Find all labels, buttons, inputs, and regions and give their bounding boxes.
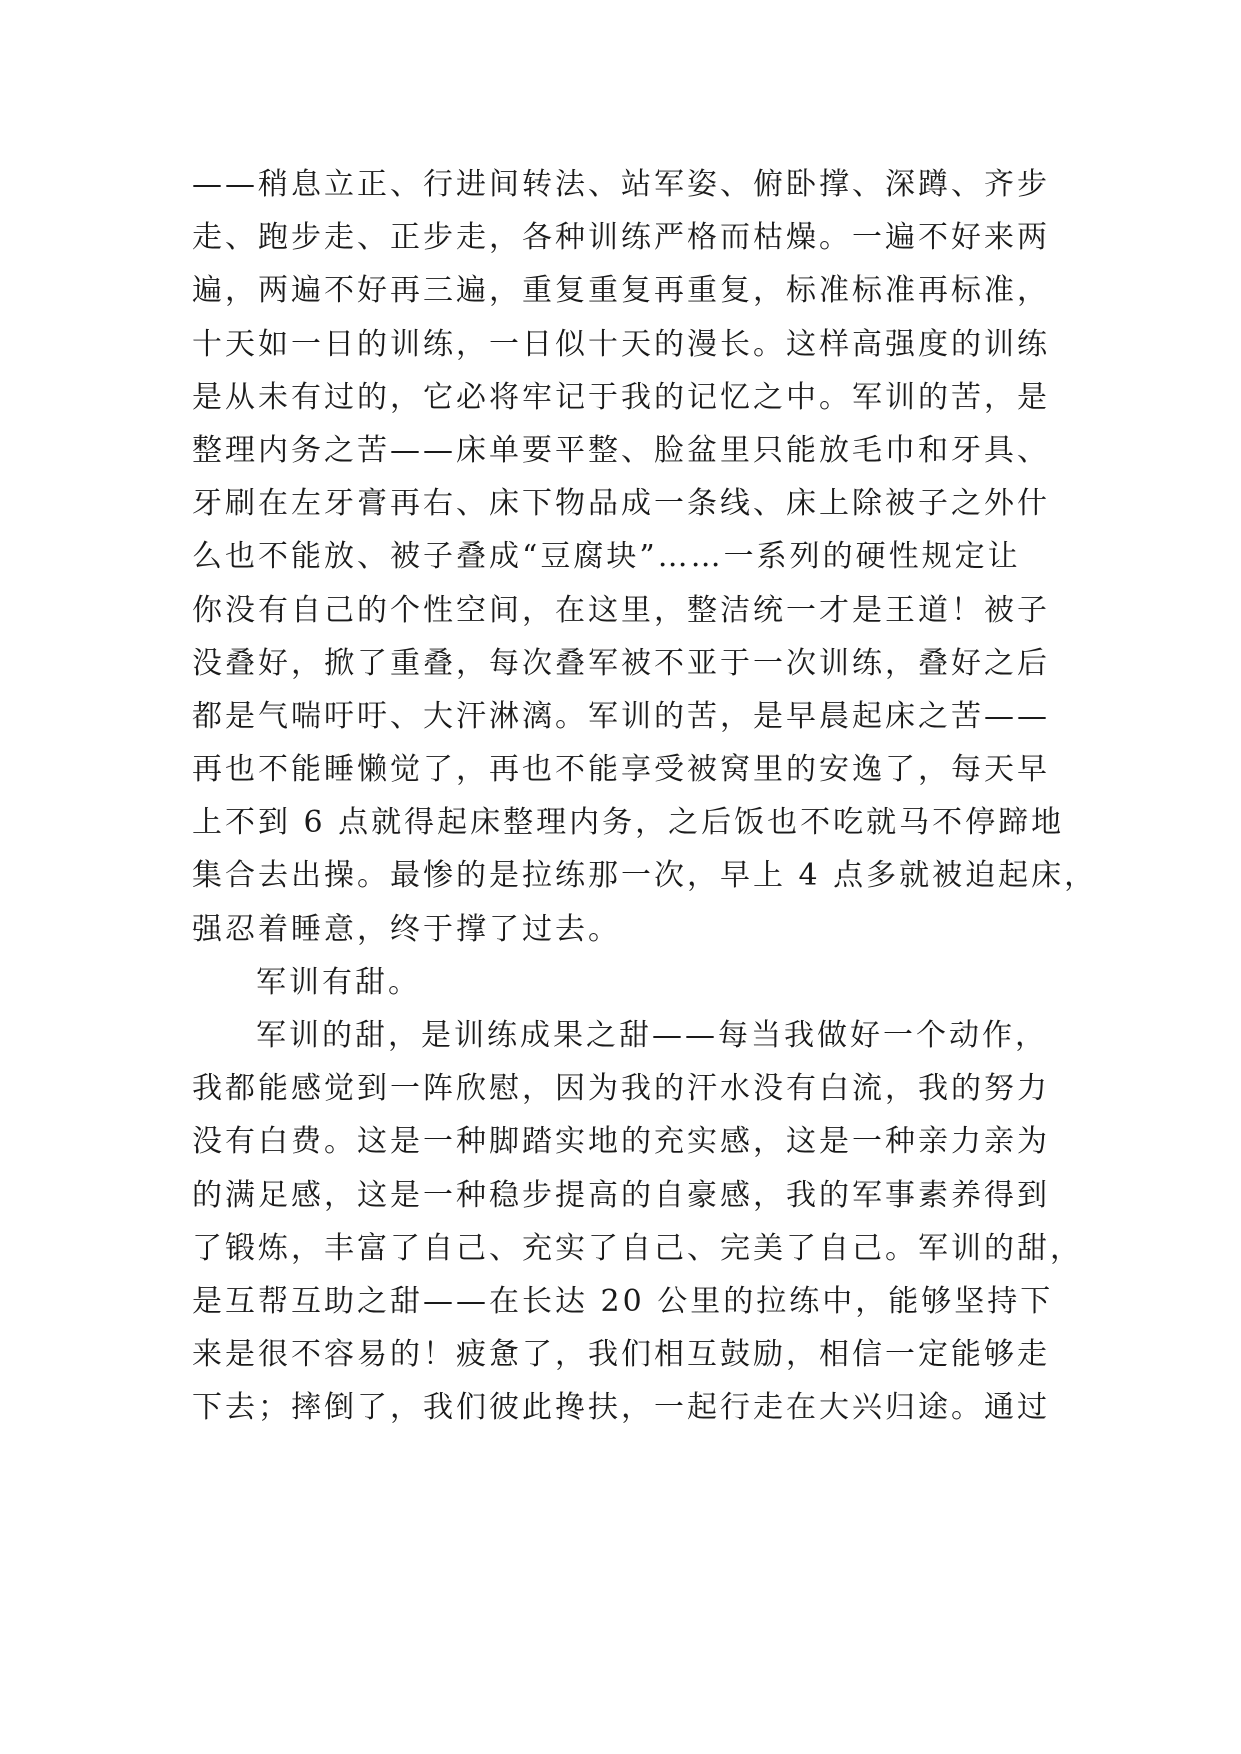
text-line: 遍，两遍不好再三遍，重复重复再重复，标准标准再标准，: [192, 273, 1050, 309]
text-line: 十天如一日的训练，一日似十天的漫长。这样高强度的训练: [192, 326, 1050, 362]
text-line: 你没有自己的个性空间，在这里，整洁统一才是王道！被子: [192, 592, 1050, 628]
text-line: 再也不能睡懒觉了，再也不能享受被窝里的安逸了，每天早: [192, 752, 1050, 788]
paragraph-heading: 军训有甜。: [256, 964, 421, 1000]
document-body: [192, 158, 1098, 1435]
text-line: 我都能感觉到一阵欣慰，因为我的汗水没有白流，我的努力: [192, 1071, 1050, 1107]
text-line: ——稍息立正、行进间转法、站军姿、俯卧撑、深蹲、齐步: [192, 167, 1050, 202]
paragraph-first-line: 军训的甜，是训练成果之甜——每当我做好一个动作，: [256, 1018, 1048, 1053]
text-line: 整理内务之苦——床单要平整、脸盆里只能放毛巾和牙具、: [192, 432, 1050, 468]
text-line: 上不到 6 点就得起床整理内务，之后饭也不吃就马不停蹄地: [192, 805, 1065, 841]
text-line: 牙刷在左牙膏再右、床下物品成一条线、床上除被子之外什: [192, 486, 1050, 522]
text-line: 走、跑步走、正步走，各种训练严格而枯燥。一遍不好来两: [192, 220, 1050, 256]
text-line: 是互帮互助之甜——在长达 20 公里的拉练中，能够坚持下: [192, 1283, 1054, 1319]
text-line: 来是很不容易的！疲惫了，我们相互鼓励，相信一定能够走: [192, 1337, 1050, 1373]
text-line: 了锻炼，丰富了自己、充实了自己、完美了自己。军训的甜，: [192, 1230, 1083, 1266]
text-line: 没叠好，掀了重叠，每次叠军被不亚于一次训练，叠好之后: [192, 645, 1050, 681]
text-line: 么也不能放、被子叠成“豆腐块”……一系列的硬性规定让: [192, 539, 1021, 575]
text-line: 的满足感，这是一种稳步提高的自豪感，我的军事素养得到: [192, 1177, 1050, 1213]
text-line: 集合去出操。最惨的是拉练那一次，早上 4 点多就被迫起床，: [192, 858, 1098, 894]
text-line: 是从未有过的，它必将牢记于我的记忆之中。军训的苦，是: [192, 379, 1050, 415]
text-line: 没有白费。这是一种脚踏实地的充实感，这是一种亲力亲为: [192, 1124, 1050, 1160]
text-line: 强忍着睡意，终于撑了过去。: [192, 911, 621, 947]
text-line: 下去；摔倒了，我们彼此搀扶，一起行走在大兴归途。通过: [192, 1390, 1050, 1426]
text-line: 都是气喘吁吁、大汗淋漓。军训的苦，是早晨起床之苦——: [192, 698, 1050, 734]
